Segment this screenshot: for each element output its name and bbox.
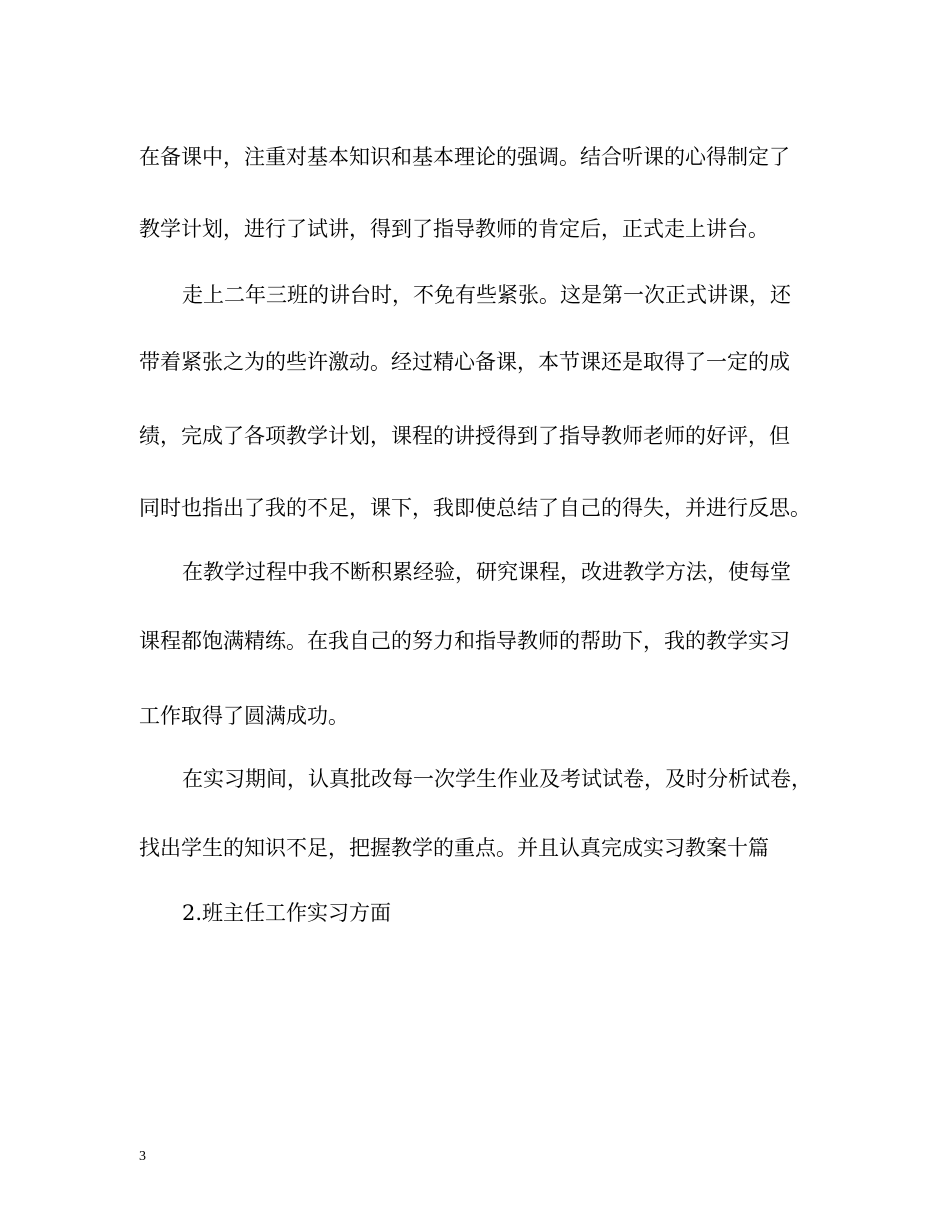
section-heading: 2.班主任工作实习方面 [182,901,392,925]
body-text-line: 工作取得了圆满成功。 [139,704,349,728]
body-text-line: 同时也指出了我的不足，课下，我即使总结了自己的得失，并进行反思。 [139,496,811,520]
body-text-line: 绩，完成了各项教学计划，课程的讲授得到了指导教师老师的好评，但 [139,424,790,448]
body-text-line: 教学计划，进行了试讲，得到了指导教师的肯定后，正式走上讲台。 [139,217,769,241]
paragraph-start-line: 在教学过程中我不断积累经验，研究课程，改进教学方法，使每堂 [182,560,791,584]
body-text-line: 课程都饱满精练。在我自己的努力和指导教师的帮助下，我的教学实习 [139,629,790,653]
body-text-line: 带着紧张之为的些许激动。经过精心备课，本节课还是取得了一定的成 [139,350,790,374]
page-number: 3 [139,1149,146,1164]
paragraph-start-line: 走上二年三班的讲台时，不免有些紧张。这是第一次正式讲课，还 [182,283,791,307]
body-text-line: 在备课中，注重对基本知识和基本理论的强调。结合听课的心得制定了 [139,145,790,169]
body-text-line: 找出学生的知识不足，把握教学的重点。并且认真完成实习教案十篇 [139,836,769,860]
paragraph-start-line: 在实习期间，认真批改每一次学生作业及考试试卷，及时分析试卷， [182,767,812,791]
